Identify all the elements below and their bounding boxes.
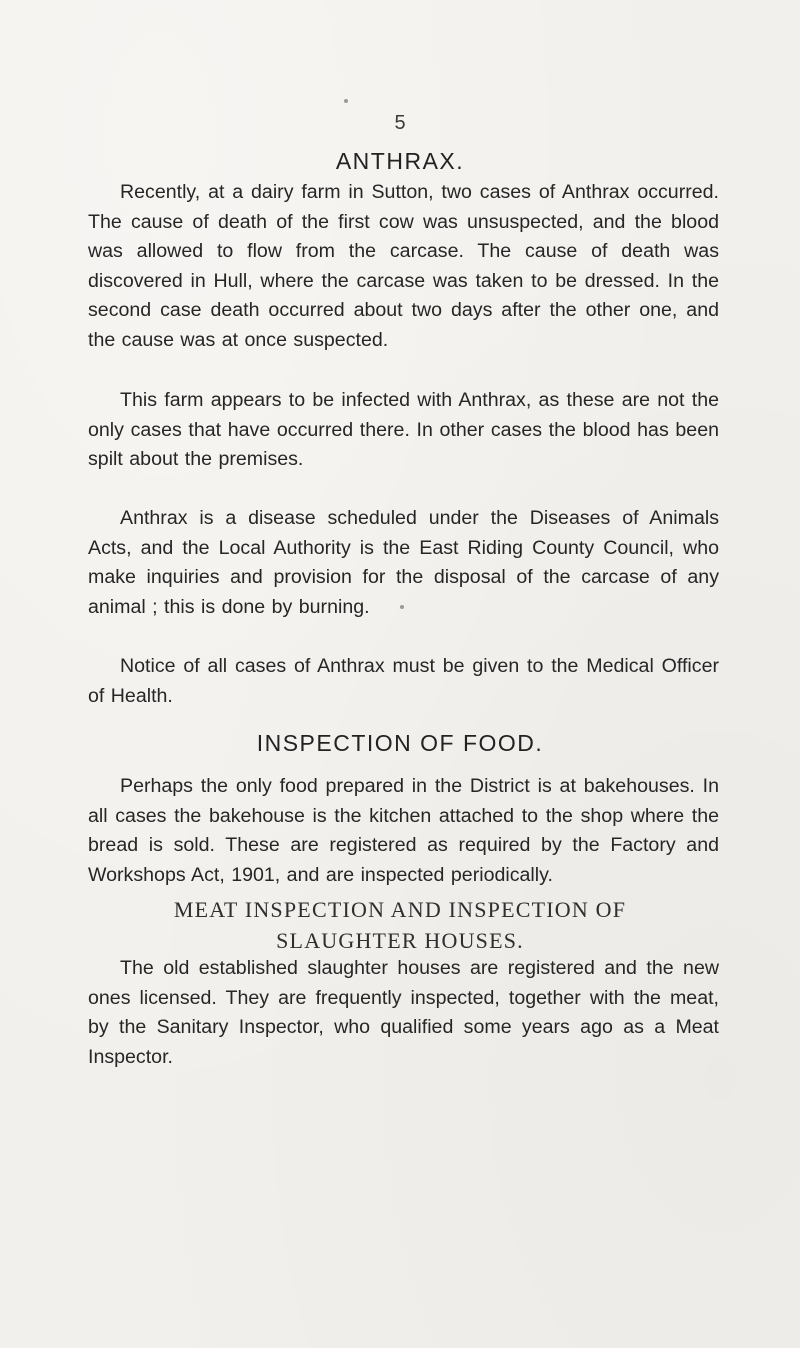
paragraph-anthrax-4: Notice of all cases of Anthrax must be given to the Medical Officer of Health. [88,655,719,707]
paragraph-inspection-of-food: Perhaps the only food prepared in the District is at bakehouses. In all cases the bakehouse is the kitchen attached to the shop where the bread is sold. These are registered as required by the Factory and Workshops Act, 1901, and are inspected periodically. [88,775,719,886]
section-heading-meat-inspection: MEAT INSPECTION AND INSPECTION OF SLAUGHTER HOUSES. [173,897,627,953]
paragraph-anthrax-2: This farm appears to be infected with Anthrax, as these are not the only cases that have occurred there. In other cases the blood has been spilt about the premises. [88,389,719,471]
section-heading-anthrax: ANTHRAX. [335,148,465,174]
paragraph-meat-inspection: The old established slaughter houses are registered and the new ones licensed. They are frequently inspected, together with the meat, by the Sanitary Inspector, who qualified some years ago as a Meat Inspector. [88,957,719,1068]
paragraph-anthrax-3: Anthrax is a disease scheduled under the Diseases of Animals Acts, and the Local Authority is the East Riding County Council, who make inquiries and provision for the disposal of the carcase of any animal ; this is done by burning. [88,507,719,618]
page-number: 5 [394,112,406,134]
paragraph-anthrax-1: Recently, at a dairy farm in Sutton, two cases of Anthrax occurred. The cause of death of the first cow was unsuspected, and the blood was allowed to flow from the carcase. The cause of death was discovered in Hull, where the carcase was taken to be dressed. In the second case death occurred about two days after the other one, and the cause was at once suspected. [88,181,719,351]
paper-speck [400,605,404,609]
section-heading-inspection-of-food: INSPECTION OF FOOD. [256,730,544,756]
paper-speck [344,99,348,103]
